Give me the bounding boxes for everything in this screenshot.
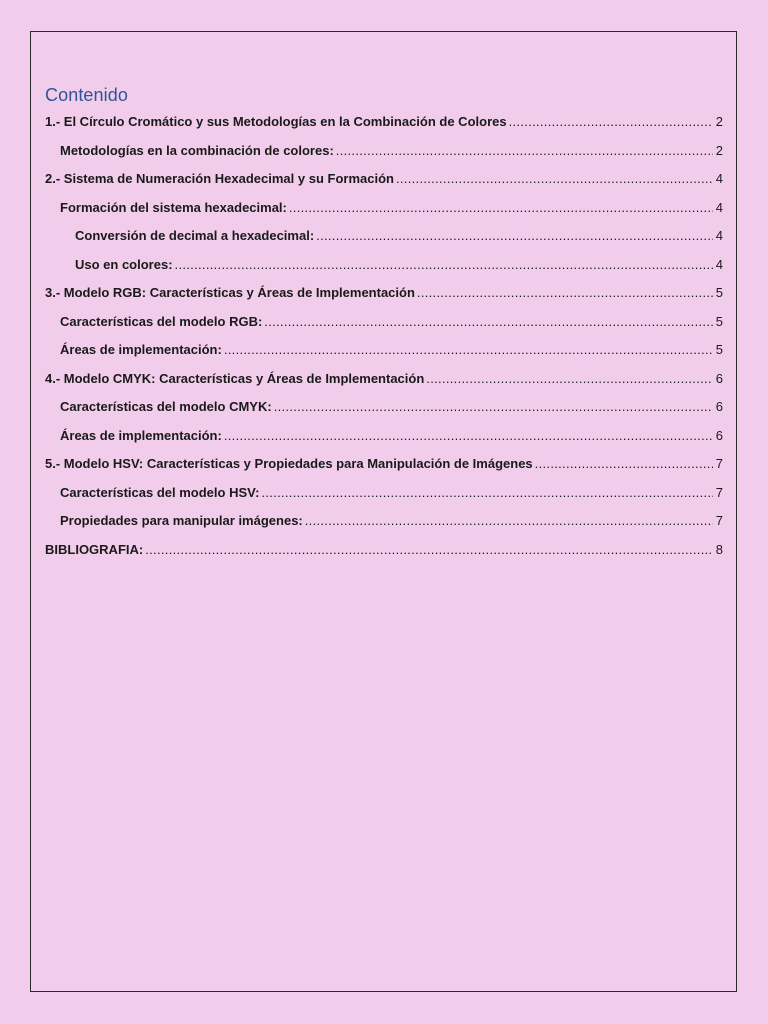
toc-page-number: 2 xyxy=(715,114,723,129)
toc-entry-text: BIBLIOGRAFIA: xyxy=(45,541,144,557)
toc-dot-leader xyxy=(316,222,713,251)
toc-dot-leader xyxy=(535,450,713,479)
toc-entry[interactable] xyxy=(45,422,723,451)
toc-entry[interactable] xyxy=(45,507,723,536)
toc-entry-text: Características del modelo RGB: xyxy=(60,313,263,329)
toc-entry-text: Áreas de implementación: xyxy=(60,342,222,357)
toc-entry-text: Características del modelo CMYK: xyxy=(60,399,272,414)
toc-entry[interactable] xyxy=(45,194,723,223)
toc-entry-text: 5.- Modelo HSV: Características y Propiedades para Manipulación de Imágenes xyxy=(45,456,533,471)
toc-dot-leader xyxy=(264,308,713,337)
toc-page-number: 6 xyxy=(715,427,723,443)
toc-dot-leader xyxy=(145,536,713,565)
toc-page-number: 4 xyxy=(715,171,723,186)
toc-page-number: 4 xyxy=(715,199,723,215)
toc-page-number: 2 xyxy=(715,142,723,158)
toc-entry-text: Propiedades para manipular imágenes: xyxy=(60,513,303,528)
toc-dot-leader xyxy=(175,251,713,280)
toc-page-number: 5 xyxy=(715,285,723,300)
toc-entry-text: 4.- Modelo CMYK: Características y Áreas de Implementación xyxy=(45,370,425,386)
toc-entry[interactable] xyxy=(45,222,723,251)
toc-entry-text: Uso en colores: xyxy=(75,256,173,272)
toc-dot-leader xyxy=(509,108,713,137)
toc-entry-text: 2.- Sistema de Numeración Hexadecimal y su Formación xyxy=(45,171,394,186)
toc-entry[interactable] xyxy=(45,279,723,308)
toc-page-number: 7 xyxy=(715,456,723,471)
toc-dot-leader xyxy=(224,422,713,451)
toc-page-number: 6 xyxy=(715,399,723,414)
toc-dot-leader xyxy=(417,279,713,308)
toc-dot-leader xyxy=(426,365,713,394)
table-of-contents xyxy=(45,108,723,564)
toc-page-number: 8 xyxy=(715,541,723,557)
toc-dot-leader xyxy=(305,507,713,536)
toc-dot-leader xyxy=(289,194,713,223)
toc-page-number: 7 xyxy=(715,513,723,528)
toc-entry[interactable] xyxy=(45,450,723,479)
toc-entry[interactable] xyxy=(45,251,723,280)
toc-entry[interactable] xyxy=(45,108,723,137)
toc-entry-text: 1.- El Círculo Cromático y sus Metodologías en la Combinación de Colores xyxy=(45,114,507,129)
toc-entry-text: Características del modelo HSV: xyxy=(60,484,260,500)
toc-entry-text: Conversión de decimal a hexadecimal: xyxy=(75,228,315,243)
toc-entry-text: Áreas de implementación: xyxy=(60,427,222,443)
toc-entry[interactable] xyxy=(45,165,723,194)
toc-entry-text: Formación del sistema hexadecimal: xyxy=(60,199,287,215)
toc-entry[interactable] xyxy=(45,536,723,565)
toc-page-number: 4 xyxy=(715,228,723,243)
toc-title: Contenido xyxy=(45,85,128,105)
toc-page-number: 5 xyxy=(715,342,723,357)
toc-entry[interactable] xyxy=(45,137,723,166)
toc-entry[interactable] xyxy=(45,308,723,337)
toc-page-number: 6 xyxy=(715,370,723,386)
toc-page-number: 7 xyxy=(715,484,723,500)
toc-dot-leader xyxy=(396,165,713,194)
toc-dot-leader xyxy=(224,336,713,365)
toc-entry[interactable] xyxy=(45,365,723,394)
toc-page-number: 4 xyxy=(715,256,723,272)
toc-dot-leader xyxy=(336,137,713,166)
toc-dot-leader xyxy=(261,479,713,508)
toc-entry[interactable] xyxy=(45,393,723,422)
toc-entry-text: 3.- Modelo RGB: Características y Áreas de Implementación xyxy=(45,285,415,300)
toc-entry[interactable] xyxy=(45,479,723,508)
toc-page-number: 5 xyxy=(715,313,723,329)
toc-entry[interactable] xyxy=(45,336,723,365)
toc-entry-text: Metodologías en la combinación de colores: xyxy=(60,142,334,158)
toc-dot-leader xyxy=(274,393,713,422)
